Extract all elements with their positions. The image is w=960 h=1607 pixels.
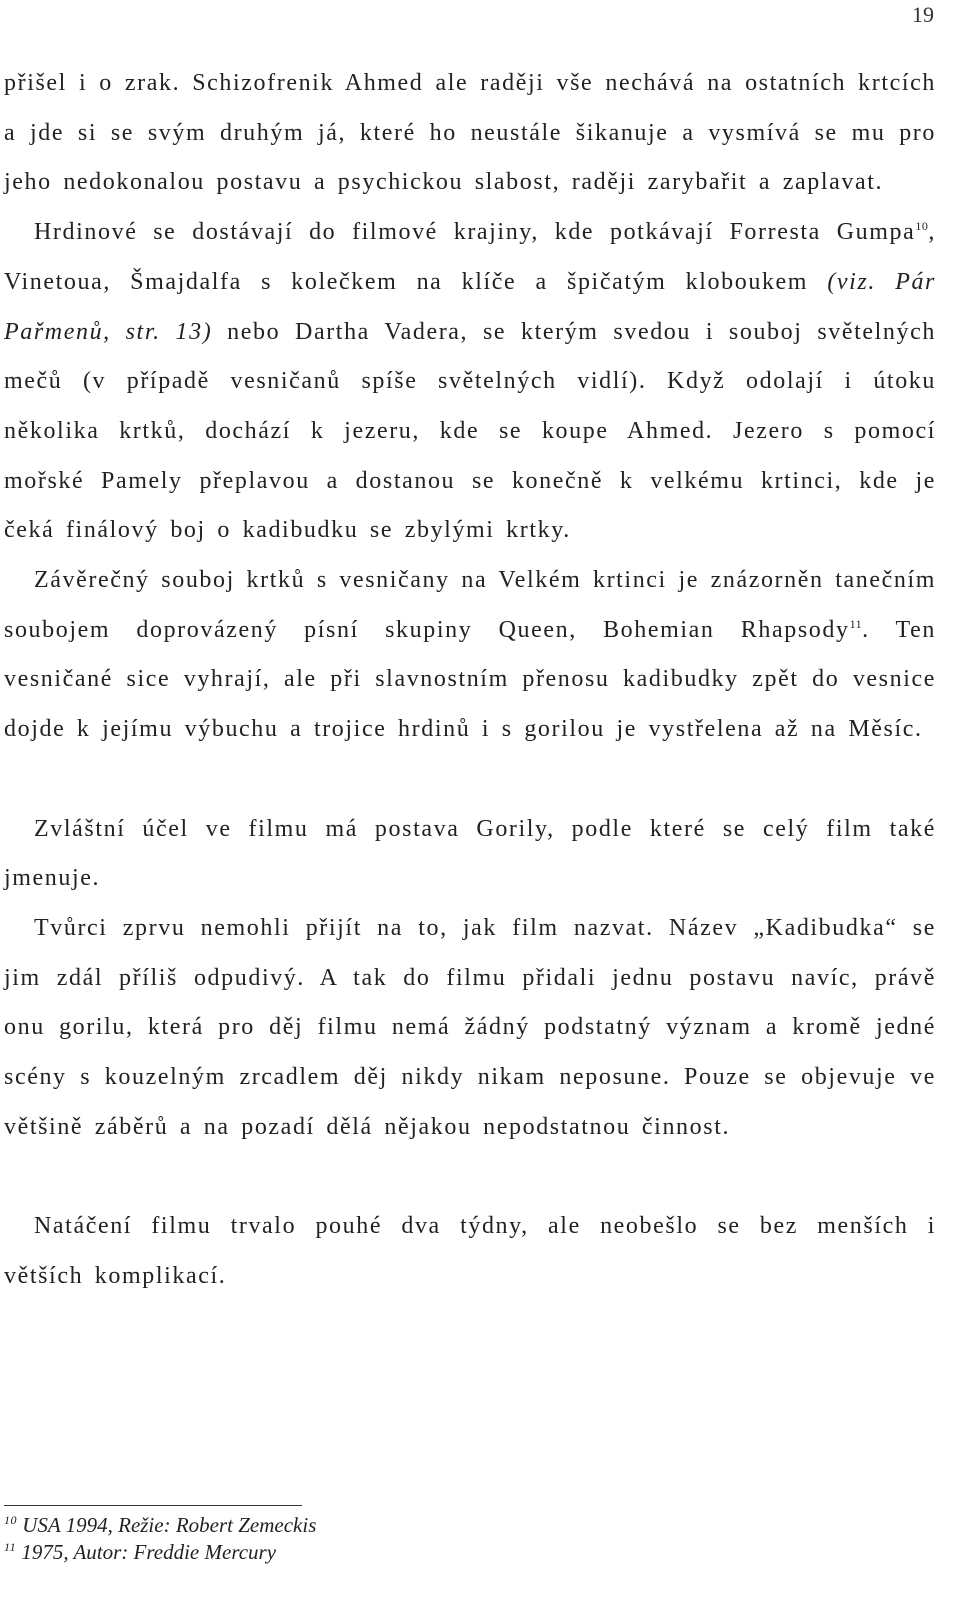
paragraph-3-text-b: . Ten vesničané sice vyhrají, ale při slavnostním přenosu kadibudky zpět do vesnice dojde k jejímu výbuchu a trojice hrdinů i s gorilou je vystřelena až na Měsíc. [4, 616, 936, 743]
footnote-11 [4, 1539, 604, 1566]
paragraph-2 [4, 208, 936, 556]
paragraph-gap [4, 1152, 936, 1202]
footnote-text: 1975, Autor: Freddie Mercury [21, 1540, 277, 1564]
footnotes [4, 1512, 604, 1566]
footnote-separator [4, 1505, 302, 1506]
footnote-ref-10: 10 [915, 219, 929, 234]
paragraph-2-text-c: nebo Dartha Vadera, se kterým svedou i souboj světelných mečů (v případě vesničanů spíše světelných vidlí). Když odolají i útoku několika krtků, dochází k jezeru, kde se koupe Ahmed. Jezero s pomocí mořské Pamely přeplavou a dostanou se konečně k velkému krtinci, kde je čeká finálový boj o kadibudku se zbylými krtky. [4, 318, 936, 544]
paragraph-3-text-a: Závěrečný souboj krtků s vesničany na Velkém krtinci je znázorněn tanečním soubojem doprovázený písní skupiny Queen, Bohemian Rhapsody [4, 567, 936, 643]
footnote-10 [4, 1512, 604, 1539]
paragraph-5: Tvůrci zprvu nemohli přijít na to, jak film nazvat. Název „Kadibudka“ se jim zdál příliš odpudivý. A tak do filmu přidali jednu postavu navíc, právě onu gorilu, která pro děj filmu nemá žádný podstatný význam a kromě jedné scény s kouzelným zrcadlem děj nikdy nikam neposune. Pouze se objevuje ve většině záběrů a na pozadí dělá nějakou nepodstatnou činnost. [4, 914, 936, 1140]
paragraph-2-text-a: Hrdinové se dostávají do filmové krajiny, kde potkávají Forresta Gumpa [34, 219, 916, 246]
paragraph-3 [4, 556, 936, 755]
footnote-text: USA 1994, Režie: Robert Zemeckis [22, 1513, 317, 1537]
footnote-ref-11: 11 [849, 616, 863, 631]
body-text [4, 59, 936, 1302]
paragraph-gap [4, 755, 936, 805]
page-number: 19 [912, 2, 934, 27]
footnote-number: 11 [4, 1540, 17, 1554]
paragraph-2-italic: (viz. Pár Pařmenů, str. 13) [4, 268, 936, 345]
footnote-number: 10 [4, 1513, 17, 1527]
paragraph-2-text-b: , Vinetoua, Šmajdalfa s kolečkem na klíče a špičatým kloboukem [4, 219, 936, 295]
paragraph-6: Natáčení filmu trvalo pouhé dva týdny, ale neobešlo se bez menších i větších komplikací. [4, 1213, 936, 1289]
paragraph-1: přišel i o zrak. Schizofrenik Ahmed ale raději vše nechává na ostatních krtcích a jde si se svým druhým já, které ho neustále šikanuje a vysmívá se mu pro jeho nedokonalou postavu a psychickou slabost, raději zarybařit a zaplavat. [4, 70, 936, 196]
paragraph-4: Zvláštní účel ve filmu má postava Gorily, podle které se celý film také jmenuje. [4, 815, 936, 892]
